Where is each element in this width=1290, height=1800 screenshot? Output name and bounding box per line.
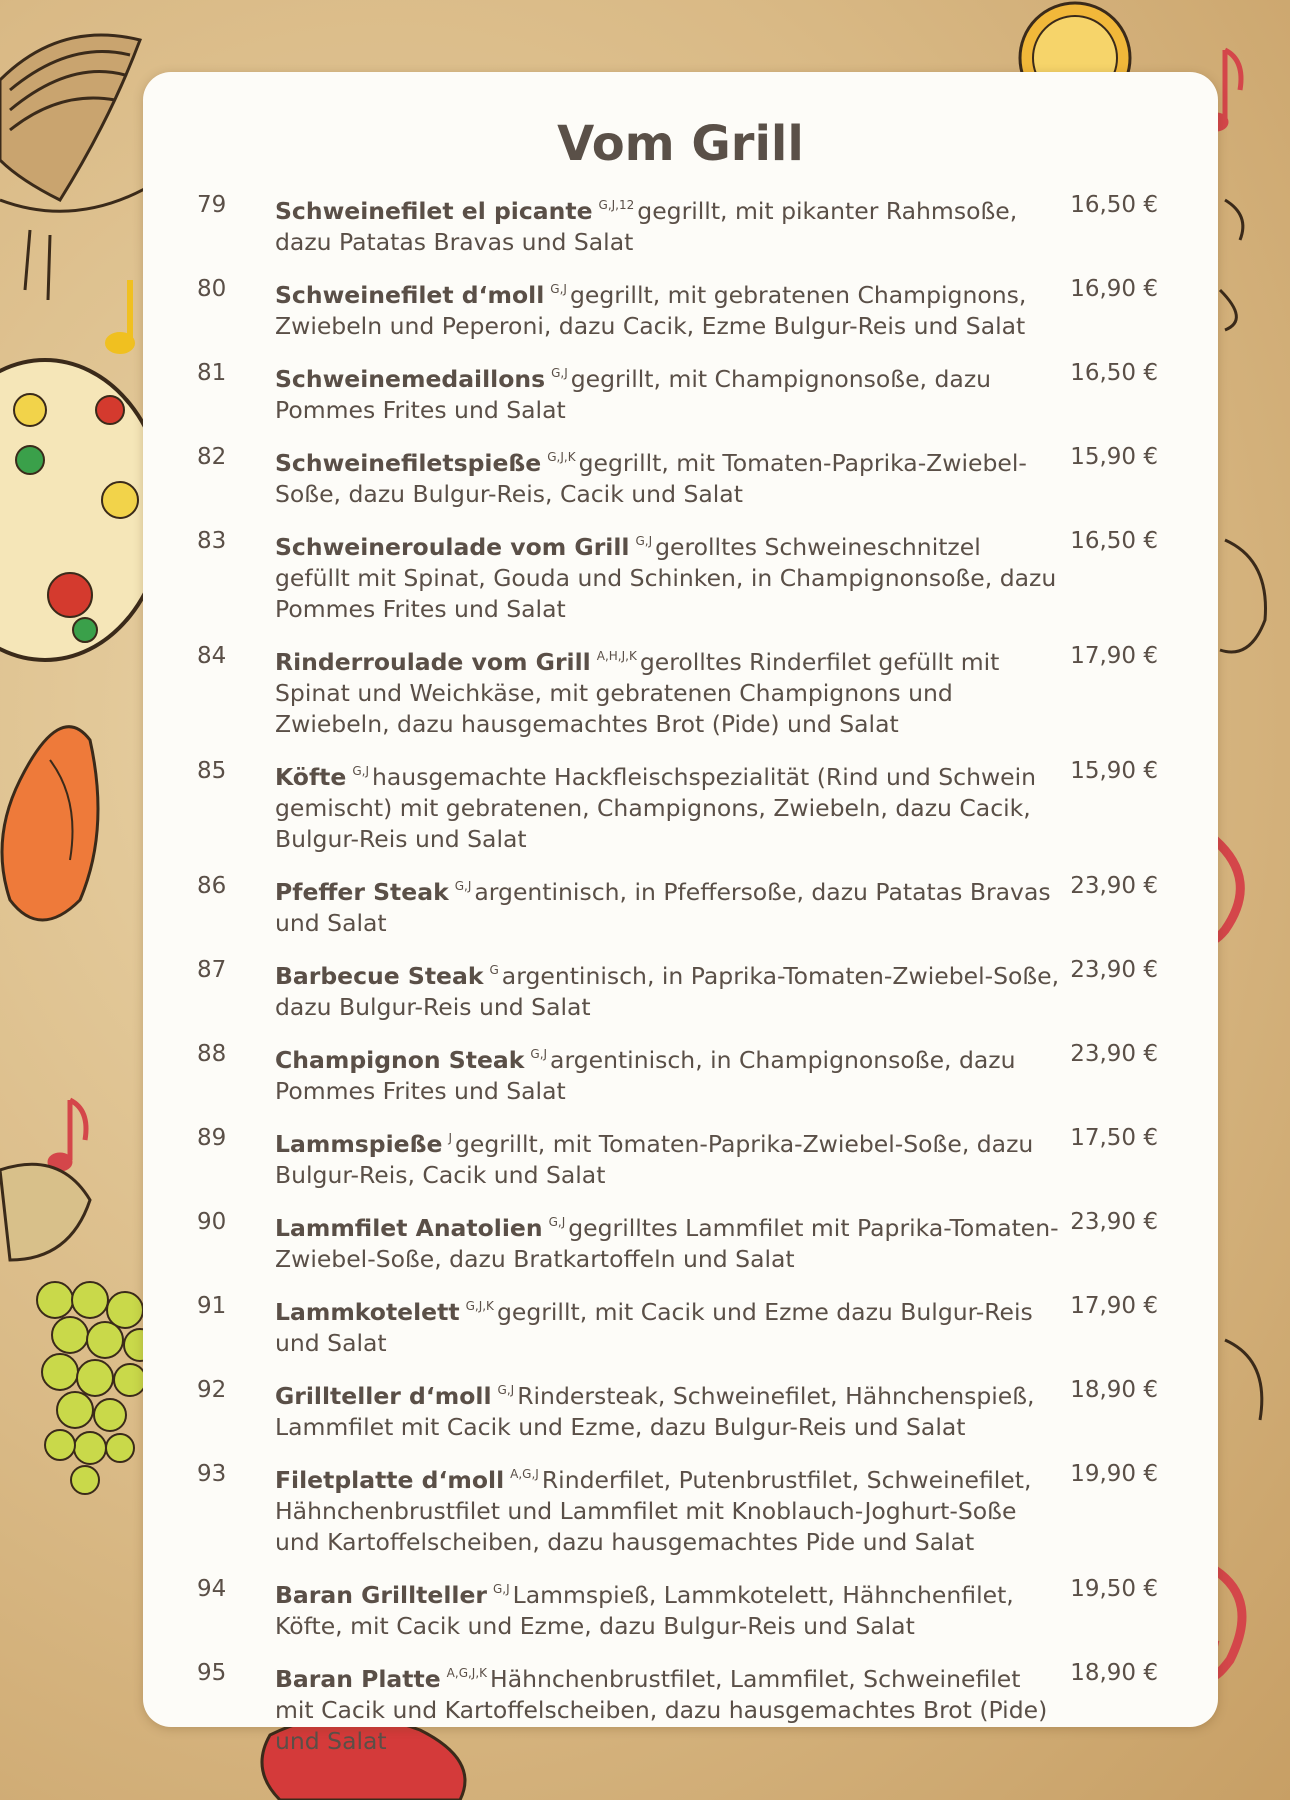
- menu-item: [143, 274, 1218, 342]
- item-name: Lammspieße: [275, 1130, 443, 1158]
- item-description: gegrillt, mit Tomaten-Paprika-Zwiebel-Soße, dazu Bulgur-Reis, Cacik und Salat: [275, 449, 1027, 508]
- item-name: Baran Platte: [275, 1665, 441, 1693]
- item-number: 85: [197, 758, 227, 784]
- menu-item: [143, 1574, 1218, 1642]
- item-number: 94: [197, 1576, 227, 1602]
- menu-item: [143, 871, 1218, 939]
- item-description-block: [275, 1207, 1063, 1275]
- item-price: 19,50 €: [1070, 1576, 1158, 1602]
- item-price: 16,90 €: [1070, 276, 1158, 302]
- item-name: Baran Grillteller: [275, 1581, 487, 1609]
- item-description: gerolltes Schweineschnitzel gefüllt mit Spinat, Gouda und Schinken, in Champignonsoße, dazu Pommes Frites und Salat: [275, 533, 1057, 623]
- item-description-block: [275, 1039, 1063, 1107]
- music-note-icon: [50, 1100, 86, 1169]
- item-price: 15,90 €: [1070, 444, 1158, 470]
- item-name: Köfte: [275, 763, 347, 791]
- item-description: Hähnchenbrustfilet, Lammfilet, Schweinefilet mit Cacik und Kartoffelscheiben, dazu hausgemachtes Brot (Pide) und Salat: [275, 1665, 1048, 1755]
- menu-item: [143, 526, 1218, 625]
- item-price: 17,90 €: [1070, 643, 1158, 669]
- item-description-block: [275, 756, 1063, 855]
- item-description-block: [275, 1375, 1063, 1443]
- item-description-block: [275, 641, 1063, 740]
- menu-item: [143, 1459, 1218, 1558]
- item-price: 17,90 €: [1070, 1293, 1158, 1319]
- item-name: Grillteller d‘moll: [275, 1382, 492, 1410]
- item-allergen-codes: G,J: [635, 534, 653, 548]
- menu-item: [143, 1658, 1218, 1757]
- menu-item: [143, 1123, 1218, 1191]
- item-description: Rindersteak, Schweinefilet, Hähnchenspieß, Lammfilet mit Cacik und Ezme, dazu Bulgur-Reis und Salat: [275, 1382, 1035, 1441]
- menu-item: [143, 1375, 1218, 1443]
- leaf-illustration: [0, 1164, 90, 1260]
- item-price: 23,90 €: [1070, 957, 1158, 983]
- shrimp-illustration: [2, 727, 98, 920]
- menu-list: [143, 190, 1218, 1773]
- item-number: 79: [197, 192, 227, 218]
- item-description: gegrillt, mit Cacik und Ezme dazu Bulgur-Reis und Salat: [275, 1298, 1033, 1357]
- item-description: argentinisch, in Pfeffersoße, dazu Patatas Bravas und Salat: [275, 878, 1051, 937]
- vegetable-sketch: [1220, 200, 1266, 1420]
- item-allergen-codes: G,J: [530, 1047, 548, 1061]
- item-number: 86: [197, 873, 227, 899]
- item-allergen-codes: G,J: [497, 1383, 515, 1397]
- item-description-block: [275, 1658, 1063, 1757]
- item-price: 23,90 €: [1070, 873, 1158, 899]
- item-allergen-codes: J: [448, 1131, 452, 1145]
- item-description: gegrillt, mit Champignonsoße, dazu Pommes Frites und Salat: [275, 365, 992, 424]
- item-name: Schweinefiletspieße: [275, 449, 542, 477]
- menu-card: [143, 72, 1218, 1755]
- item-price: 16,50 €: [1070, 360, 1158, 386]
- item-name: Lammkotelett: [275, 1298, 460, 1326]
- item-number: 81: [197, 360, 227, 386]
- item-allergen-codes: G,J,12: [598, 198, 635, 212]
- item-allergen-codes: G,J: [548, 1215, 566, 1229]
- item-allergen-codes: G,J: [551, 366, 568, 380]
- item-name: Lammfilet Anatolien: [275, 1214, 543, 1242]
- item-price: 23,90 €: [1070, 1041, 1158, 1067]
- menu-item: [143, 1291, 1218, 1359]
- item-allergen-codes: G,J: [550, 282, 567, 296]
- item-number: 80: [197, 276, 227, 302]
- item-description-block: [275, 1574, 1063, 1642]
- menu-item: [143, 641, 1218, 740]
- item-number: 87: [197, 957, 227, 983]
- menu-item: [143, 358, 1218, 426]
- item-price: 18,90 €: [1070, 1660, 1158, 1686]
- item-price: 19,90 €: [1070, 1461, 1158, 1487]
- item-allergen-codes: A,H,J,K: [596, 649, 637, 663]
- item-allergen-codes: G,J: [454, 879, 472, 893]
- item-name: Champignon Steak: [275, 1046, 525, 1074]
- item-number: 90: [197, 1209, 227, 1235]
- menu-item: [143, 1039, 1218, 1107]
- item-number: 95: [197, 1660, 227, 1686]
- item-description: gegrillt, mit gebratenen Champignons, Zwiebeln und Peperoni, dazu Cacik, Ezme Bulgur-Reis und Salat: [275, 281, 1027, 340]
- item-description: gegrillt, mit pikanter Rahmsoße, dazu Patatas Bravas und Salat: [275, 197, 1018, 256]
- menu-item: [143, 756, 1218, 855]
- item-allergen-codes: A,G,J,K: [446, 1666, 488, 1680]
- item-description: Rinderfilet, Putenbrustfilet, Schweinefilet, Hähnchenbrustfilet und Lammfilet mit Knoblauch-Joghurt-Soße und Kartoffelscheiben, dazu hausgemachtes Pide und Salat: [275, 1466, 1032, 1556]
- item-allergen-codes: G,J,K: [547, 450, 576, 464]
- item-description-block: [275, 1459, 1063, 1558]
- item-number: 88: [197, 1041, 227, 1067]
- item-description: argentinisch, in Champignonsoße, dazu Pommes Frites und Salat: [275, 1046, 1016, 1105]
- item-description: gegrillt, mit Tomaten-Paprika-Zwiebel-Soße, dazu Bulgur-Reis, Cacik und Salat: [275, 1130, 1034, 1189]
- item-description-block: [275, 955, 1063, 1023]
- item-description-block: [275, 1291, 1063, 1359]
- menu-item: [143, 1207, 1218, 1275]
- item-description-block: [275, 358, 1063, 426]
- item-number: 83: [197, 528, 227, 554]
- item-allergen-codes: G,J: [492, 1582, 510, 1596]
- item-name: Schweineroulade vom Grill: [275, 533, 630, 561]
- item-price: 16,50 €: [1070, 528, 1158, 554]
- item-name: Pfeffer Steak: [275, 878, 449, 906]
- item-description: argentinisch, in Paprika-Tomaten-Zwiebel-Soße, dazu Bulgur-Reis und Salat: [275, 962, 1060, 1021]
- item-name: Barbecue Steak: [275, 962, 484, 990]
- item-name: Schweinefilet el picante: [275, 197, 593, 225]
- item-name: Schweinemedaillons: [275, 365, 546, 393]
- item-name: Rinderroulade vom Grill: [275, 648, 591, 676]
- item-description: gegrilltes Lammfilet mit Paprika-Tomaten-Zwiebel-Soße, dazu Bratkartoffeln und Salat: [275, 1214, 1059, 1273]
- item-number: 89: [197, 1125, 227, 1151]
- item-description-block: [275, 1123, 1063, 1191]
- item-number: 93: [197, 1461, 227, 1487]
- item-price: 17,50 €: [1070, 1125, 1158, 1151]
- grapes-illustration: [37, 1282, 156, 1494]
- item-description: hausgemachte Hackfleischspezialität (Rind und Schwein gemischt) mit gebratenen, Champignons, Zwiebeln, dazu Cacik, Bulgur-Reis und Salat: [275, 763, 1037, 853]
- item-description: gerolltes Rinderfilet gefüllt mit Spinat und Weichkäse, mit gebratenen Champignons und Zwiebeln, dazu hausgemachtes Brot (Pide) und Salat: [275, 648, 1000, 738]
- item-number: 84: [197, 643, 227, 669]
- item-name: Schweinefilet d‘moll: [275, 281, 545, 309]
- item-price: 15,90 €: [1070, 758, 1158, 784]
- item-allergen-codes: G,J: [352, 764, 369, 778]
- item-price: 18,90 €: [1070, 1377, 1158, 1403]
- item-allergen-codes: G,J,K: [465, 1299, 494, 1313]
- pizza-illustration: [0, 360, 165, 660]
- item-name: Filetplatte d‘moll: [275, 1466, 505, 1494]
- item-number: 92: [197, 1377, 227, 1403]
- item-description-block: [275, 871, 1063, 939]
- item-description-block: [275, 442, 1063, 510]
- item-price: 16,50 €: [1070, 192, 1158, 218]
- item-allergen-codes: G: [489, 963, 499, 977]
- menu-item: [143, 190, 1218, 258]
- item-description-block: [275, 190, 1063, 258]
- item-allergen-codes: A,G,J: [510, 1467, 539, 1481]
- item-number: 91: [197, 1293, 227, 1319]
- item-price: 23,90 €: [1070, 1209, 1158, 1235]
- music-note-icon: [108, 280, 132, 351]
- menu-item: [143, 442, 1218, 510]
- item-description-block: [275, 526, 1063, 625]
- page-title: Vom Grill: [557, 116, 804, 172]
- item-description: Lammspieß, Lammkotelett, Hähnchenfilet, Köfte, mit Cacik und Ezme, dazu Bulgur-Reis und Salat: [275, 1581, 1014, 1640]
- menu-item: [143, 955, 1218, 1023]
- item-number: 82: [197, 444, 227, 470]
- item-description-block: [275, 274, 1063, 342]
- hat-illustration: [0, 35, 160, 300]
